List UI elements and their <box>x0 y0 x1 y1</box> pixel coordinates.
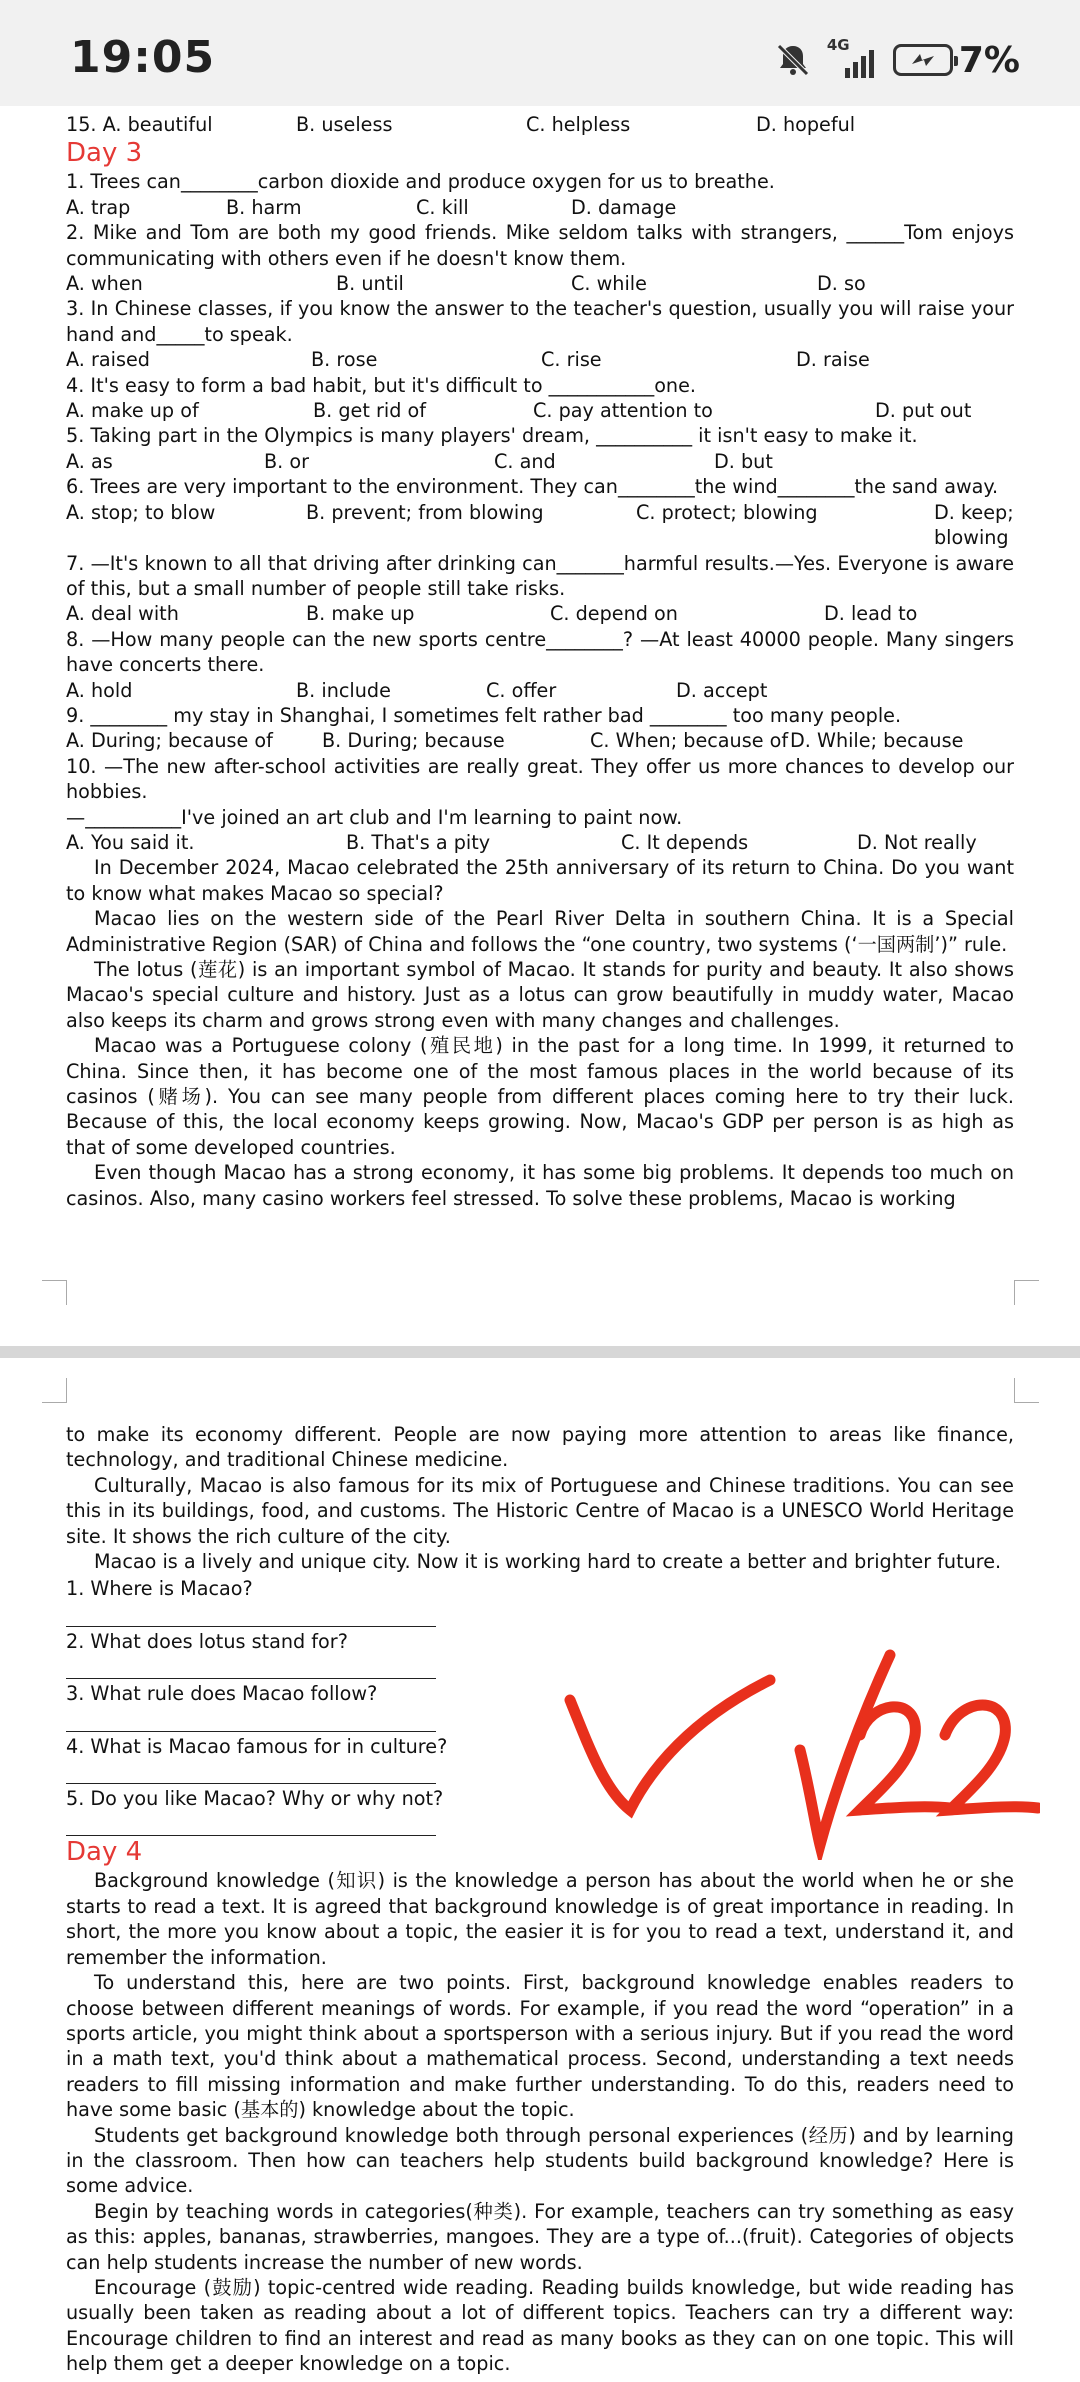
passage-paragraph: Encourage (鼓励) topic-centred wide reading. Reading builds knowledge, but wide reading has usually been taken as reading about a lot of different topics. Teachers can try a different way: Encourage children to find an interest and read as many books as they can on one topic. This will help them get a deeper knowledge on a topic. <box>66 2275 1014 2376</box>
option: C. It depends <box>621 830 749 854</box>
option: A. hold <box>66 678 133 702</box>
option: B. make up <box>306 602 415 626</box>
crop-mark <box>42 1280 67 1305</box>
option: D. keep; blowing <box>934 500 1014 550</box>
question-stem: 6. Trees are very important to the environment. They can________the wind________the sand away. <box>66 475 999 499</box>
option: B. rose <box>311 348 378 372</box>
option: B. include <box>296 678 391 702</box>
option: B. until <box>336 272 404 296</box>
option: B. get rid of <box>313 399 426 423</box>
battery <box>893 40 1020 81</box>
status-bar <box>0 0 1080 106</box>
passage-paragraph: Students get background knowledge both through personal experiences (经历) and by learning in the classroom. Then how can teachers help students build background knowledge? Here is some advice. <box>66 2123 1014 2198</box>
question-options <box>66 830 1014 855</box>
option: C. rise <box>541 348 602 372</box>
passage-paragraph: Background knowledge (知识) is the knowledge a person has about the world when he or she starts to read a text. It is agreed that background knowledge is of great importance in reading. In short, the more you know about a topic, the easier it is for you to read a text, understand it, and remember the information. <box>66 1869 1014 1969</box>
question-options <box>66 500 1014 551</box>
question-options <box>66 601 1014 626</box>
bell-muted-icon <box>773 40 813 80</box>
option: C. depend on <box>550 602 678 626</box>
question-text: 3. What rule does Macao follow? <box>66 1682 378 1706</box>
question-stem: 8. —How many people can the new sports centre________? —At least 40000 people. Many singers have concerts there. <box>66 627 1014 677</box>
option: C. helpless <box>526 113 631 136</box>
page1-content <box>66 112 1014 1211</box>
crop-mark <box>42 1378 67 1403</box>
question-text: 4. What is Macao famous for in culture? <box>66 1734 448 1758</box>
passage-paragraph: Macao lies on the western side of the Pearl River Delta in southern China. It is a Special Administrative Region (SAR) of China and follows the “one country, two systems (‘一国两制’)” rule. <box>66 907 1014 956</box>
option: D. so <box>817 272 866 296</box>
option: A. You said it. <box>66 830 195 854</box>
handwritten-grade-mark <box>560 1640 1040 1860</box>
question-options <box>66 449 1014 474</box>
question-options <box>66 195 1014 220</box>
option: C. and <box>494 449 556 473</box>
passage-paragraph: In December 2024, Macao celebrated the 25th anniversary of its return to China. Do you want to know what makes Macao so special? <box>66 856 1014 905</box>
question-options <box>66 271 1014 296</box>
option: D. lead to <box>824 602 918 626</box>
option: B. or <box>264 449 309 473</box>
option: A. trap <box>66 195 131 219</box>
option: D. While; because <box>790 729 964 753</box>
clock: 19:05 <box>70 32 216 83</box>
option: C. while <box>571 272 647 296</box>
option: B. During; because <box>322 729 505 753</box>
document-page-2 <box>0 1358 1080 2382</box>
answer-line <box>66 1759 436 1784</box>
page2-content <box>66 1422 1014 2377</box>
question-stem: 4. It's easy to form a bad habit, but it's difficult to ___________one. <box>66 373 697 397</box>
question-stem: 1. Trees can________carbon dioxide and produce oxygen for us to breathe. <box>66 170 775 194</box>
question-text: 2. What does lotus stand for? <box>66 1629 348 1653</box>
option: B. harm <box>226 195 302 219</box>
option: D. hopeful <box>756 113 856 136</box>
option: A. raised <box>66 348 150 372</box>
question-text: 1. Where is Macao? <box>66 1577 253 1601</box>
page-separator <box>0 1346 1080 1358</box>
question-options <box>66 398 1014 423</box>
option: B. useless <box>296 113 393 136</box>
passage-paragraph: Macao was a Portuguese colony (殖民地) in the past for a long time. In 1999, it returned to China. Since then, it has become one of the most famous places in the world because of its casinos (赌场). You can see many people from different places coming here to try their luck. Because of this, the local economy keeps growing. Now, Macao's GDP per person is as high as that of some developed countries. <box>66 1034 1014 1159</box>
battery-charging-icon <box>893 44 953 76</box>
question-stem: 9. ________ my stay in Shanghai, I sometimes felt rather bad ________ too many people. <box>66 703 902 727</box>
day4-heading: Day 4 <box>66 1837 143 1868</box>
short-question <box>66 1576 1014 1626</box>
answer-line <box>66 1707 436 1732</box>
option: C. pay attention to <box>533 399 713 423</box>
option: C. When; because of <box>590 729 789 753</box>
option: A. deal with <box>66 602 179 626</box>
passage-paragraph: The lotus (莲花) is an important symbol of Macao. It stands for purity and beauty. It also shows Macao's special culture and history. Just as a lotus can grow beautifully in muddy water, Macao also keeps its charm and grows strong even with many changes and challenges. <box>66 958 1014 1032</box>
option: D. but <box>714 449 773 473</box>
passage-paragraph: Even though Macao has a strong economy, it has some big problems. It depends too much on casinos. Also, many casino workers feel stressed. To solve these problems, Macao is working <box>66 1161 1014 1210</box>
question-reply: —__________I've joined an art club and I'm learning to paint now. <box>66 805 683 829</box>
passage-paragraph: Begin by teaching words in categories(种类). For example, teachers can try something as easy as this: apples, bananas, strawberries, mangoes. They are a type of...(fruit). Categories of objects can help students increase the number of new words. <box>66 2199 1014 2274</box>
answer-line <box>66 1811 436 1836</box>
option: A. when <box>66 272 143 296</box>
option: 15. A. beautiful <box>66 113 213 136</box>
option: D. Not really <box>857 830 977 854</box>
passage-paragraph: Macao is a lively and unique city. Now it is working hard to create a better and brighter future. <box>94 1550 1002 1574</box>
option: B. That's a pity <box>346 830 491 854</box>
option: A. make up of <box>66 399 199 423</box>
option: D. raise <box>796 348 870 372</box>
question-stem: 2. Mike and Tom are both my good friends. Mike seldom talks with strangers, ______Tom enjoys communicating with others even if he doesn't know them. <box>66 221 1014 270</box>
option: D. accept <box>676 678 768 702</box>
passage-paragraph: to make its economy different. People are now paying more attention to areas like finance, technology, and traditional Chinese medicine. <box>66 1423 1014 1472</box>
question-stem: 3. In Chinese classes, if you know the answer to the teacher's question, usually you will raise your hand and_____to speak. <box>66 297 1014 346</box>
option: A. During; because of <box>66 729 273 753</box>
option: C. kill <box>416 195 469 219</box>
network-type: 4G <box>826 36 850 54</box>
option: C. offer <box>486 678 557 702</box>
passage-paragraph: To understand this, here are two points. First, background knowledge enables readers to choose between different meanings of words. For example, if you read the word “operation” in a sports article, you might think about a sportsperson with a serious injury. But if you read the word in a math text, you'd think about a mathematical process. Second, understanding a text needs readers to fill missing information and make further understanding. To do this, readers need to have some basic (基本的) knowledge about the topic. <box>66 1971 1014 2122</box>
question-options <box>66 347 1014 372</box>
answer-line <box>66 1602 436 1627</box>
status-icons <box>773 38 1020 82</box>
passage-paragraph: Culturally, Macao is also famous for its mix of Portuguese and Chinese traditions. You can see this in its buildings, food, and customs. The Historic Centre of Macao is a UNESCO World Heritage site. It shows the rich culture of the city. <box>66 1473 1014 1548</box>
question-text: 5. Do you like Macao? Why or why not? <box>66 1787 444 1811</box>
question-options <box>66 678 1014 703</box>
question-stem: 10. —The new after-school activities are really great. They offer us more chances to develop our hobbies. <box>66 754 1014 804</box>
option: D. put out <box>875 399 972 423</box>
question-stem: 5. Taking part in the Olympics is many players' dream, __________ it isn't easy to make it. <box>66 424 918 448</box>
option: A. stop; to blow <box>66 500 216 524</box>
battery-percent: 7% <box>958 39 1020 81</box>
crop-mark <box>1014 1378 1039 1403</box>
option: B. prevent; from blowing <box>306 500 544 524</box>
answer-line <box>66 1654 436 1679</box>
day3-heading: Day 3 <box>66 138 143 169</box>
question-options <box>66 728 1014 753</box>
document-page-1 <box>0 106 1080 1346</box>
option: A. as <box>66 449 113 473</box>
option: C. protect; blowing <box>636 500 818 524</box>
q15-options <box>66 112 1014 137</box>
signal-icon <box>826 36 879 80</box>
crop-mark <box>1014 1280 1039 1305</box>
option: D. damage <box>571 195 677 219</box>
question-stem: 7. —It's known to all that driving after drinking can_______harmful results.—Yes. Everyone is aware of this, but a small number of people still take risks. <box>66 551 1014 600</box>
